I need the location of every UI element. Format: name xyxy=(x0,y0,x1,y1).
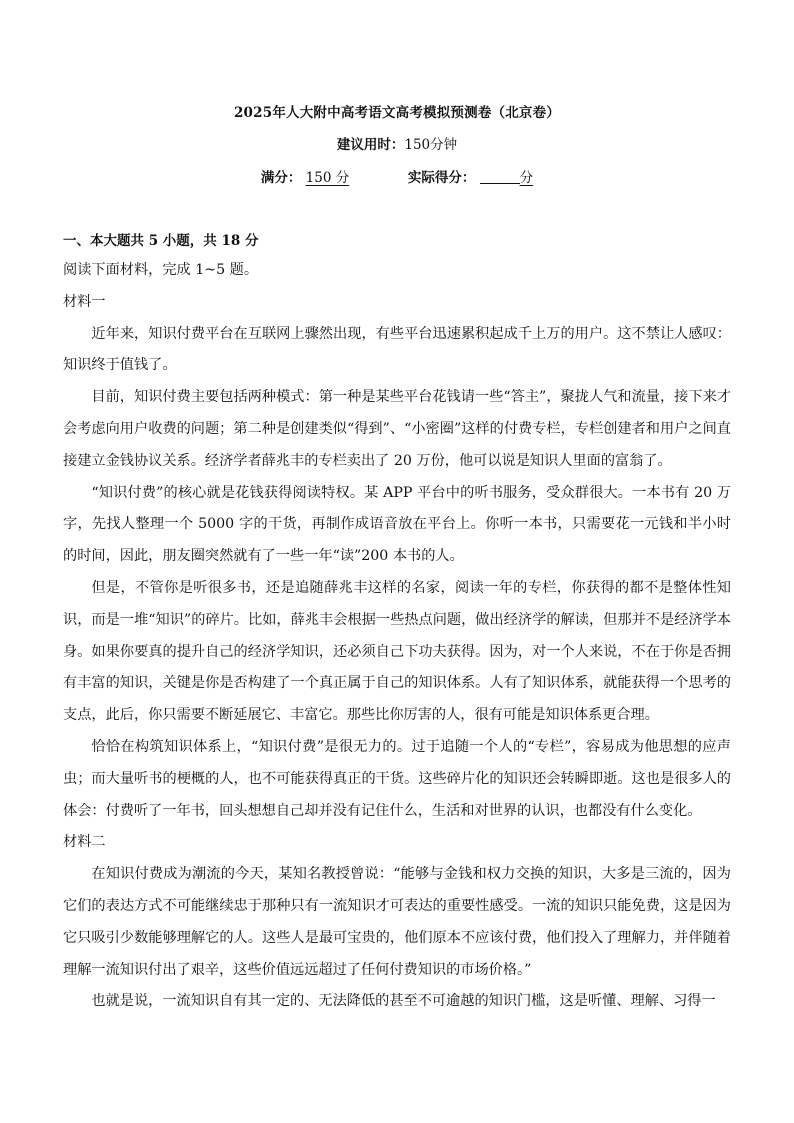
material-2-label: 材料二 xyxy=(63,834,106,851)
material-1-paragraph: 恰恰在构筑知识体系上，“知识付费”是很无力的。过于追随一个人的“专栏”，容易成为他思想的应声虫；而大量听书的梗概的人，也不可能获得真正的干货。这些碎片化的知识还会转瞬即逝。这也是很多人的体会：付费听了一年书，回头想想自己却并没有记住什么，生活和对世界的认识，也都没有什么变化。 xyxy=(63,738,731,819)
full-score-value: 150 分 xyxy=(305,170,350,186)
full-score-label: 满分： xyxy=(260,170,302,186)
time-value: 150分钟 xyxy=(404,137,458,153)
material-1-label: 材料一 xyxy=(63,293,106,310)
section-heading: 一、本大题共 5 小题，共 18 分 xyxy=(63,233,259,249)
reading-material xyxy=(63,255,731,1018)
exam-title: 2025年人大附中高考语文高考模拟预测卷（北京卷） xyxy=(233,105,561,121)
instruction: 阅读下面材料，完成 1~5 题。 xyxy=(63,262,259,278)
material-2-paragraph: 在知识付费成为潮流的今天，某知名教授曾说：“能够与金钱和权力交换的知识，大多是三流的，因为它们的表达方式不可能继续忠于那种只有一流知识才可表达的重要性感受。一流的知识只能免费，这是因为它只吸引少数能够理解它的人。这些人是最可宝贵的，他们原本不应该付费，他们投入了理解力，并伴随着理解一流知识付出了艰辛，这些价值远远超过了任何付费知识的市场价格。” xyxy=(63,866,731,978)
material-1-paragraph: 目前，知识付费主要包括两种模式：第一种是某些平台花钱请一些“答主”，聚拢人气和流量，接下来才会考虑向用户收费的问题；第二种是创建类似“得到”、“小密圈”这样的付费专栏，专栏创建者和用户之间直接建立金钱协议关系。经济学者薛兆丰的专栏卖出了 20 万份，他可以说是知识人里面的富翁了。 xyxy=(63,389,731,469)
actual-score-label: 实际得分： xyxy=(407,170,476,186)
actual-score-blank[interactable] xyxy=(480,171,520,184)
actual-score-unit: 分 xyxy=(519,170,534,186)
material-1-paragraph: 但是，不管你是听很多书，还是追随薛兆丰这样的名家，阅读一年的专栏，你获得的都不是整体性知识，而是一堆“知识”的碎片。比如，薛兆丰会根据一些热点问题，做出经济学的解读，但那并不是经济学本身。如果你要真的提升自己的经济学知识，还必须自己下功夫获得。因为，对一个人来说，不在于你是否拥有丰富的知识，关键是你是否构建了一个真正属于自己的知识体系。人有了知识体系，就能获得一个思考的支点，此后，你只需要不断延展它、丰富它。那些比你厉害的人，很有可能是知识体系更合理。 xyxy=(63,579,731,724)
material-1-paragraph: 近年来，知识付费平台在互联网上骤然出现，有些平台迅速累积起成千上万的用户。这不禁让人感叹：知识终于值钱了。 xyxy=(63,325,731,374)
material-1-paragraph: “知识付费”的核心就是花钱获得阅读特权。某 APP 平台中的听书服务，受众群很大。一本书有 20 万字，先找人整理一个 5000 字的干货，再制作成语音放在平台上。你听一本书，只需要花一元钱和半小时的时间，因此，朋友圈突然就有了一些一年“读”200 本书的人。 xyxy=(63,484,731,565)
suggested-time xyxy=(0,133,794,153)
material-2-paragraph: 也就是说，一流知识自有其一定的、无法降低的甚至不可逾越的知识门槛，这是听懂、理解、习得一 xyxy=(91,993,716,1010)
time-label: 建议用时： xyxy=(336,137,405,153)
score-line xyxy=(0,166,794,186)
